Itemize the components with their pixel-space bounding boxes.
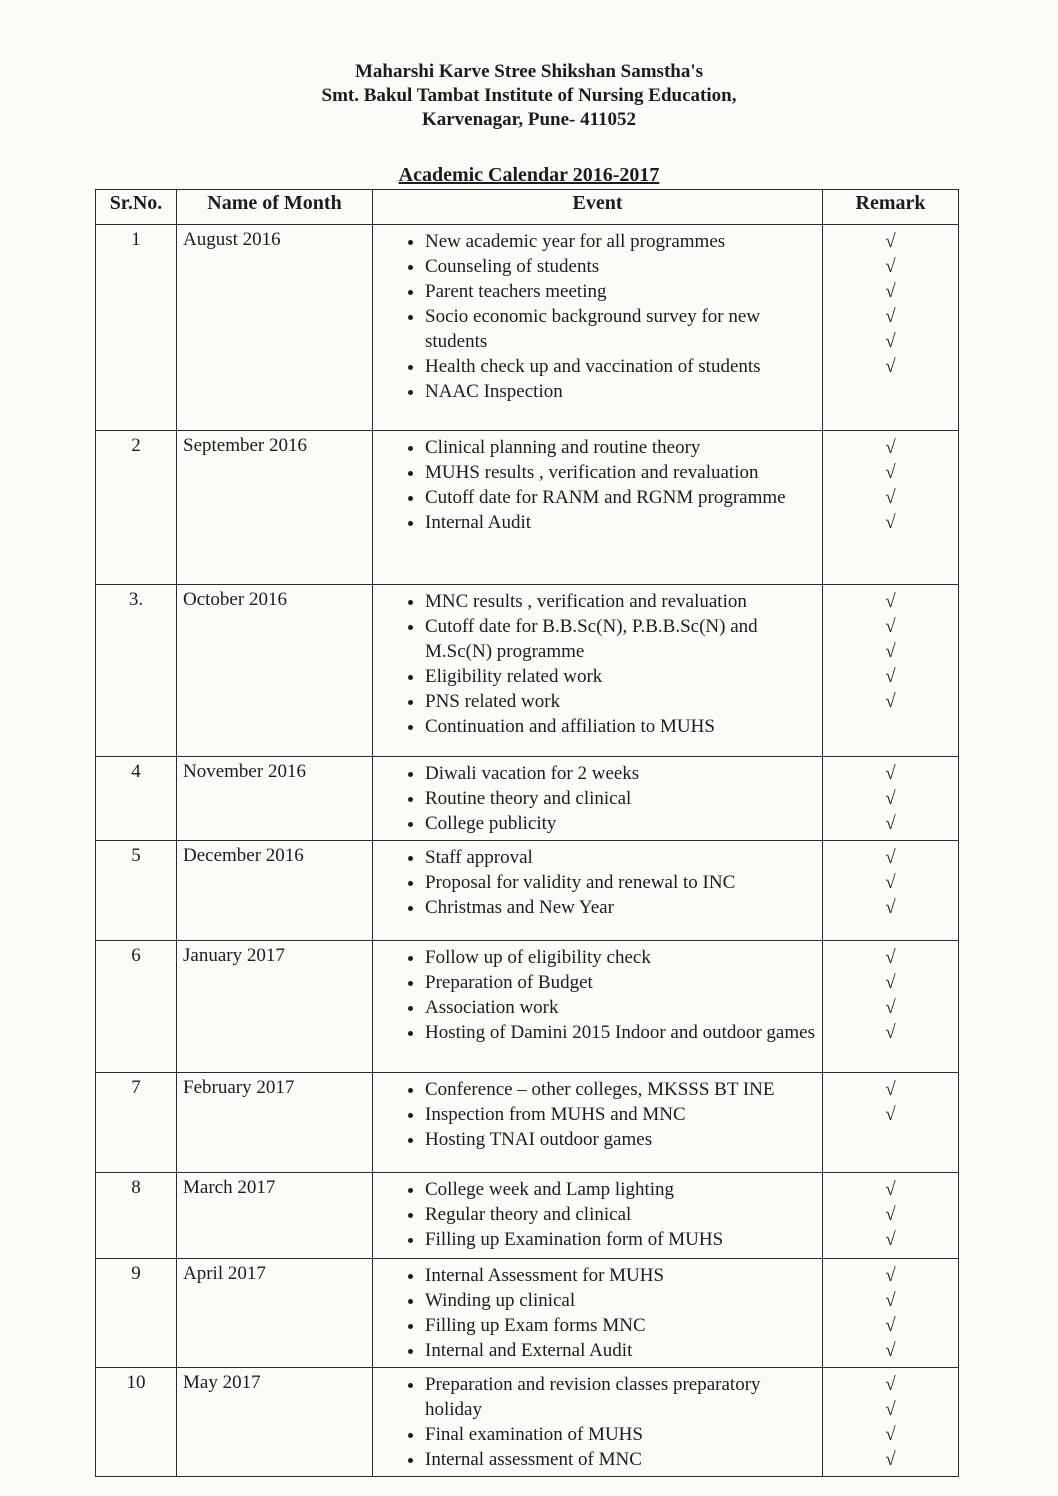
check-mark-icon: √ [885, 847, 896, 868]
event-item: • Filling up Examination form of MUHS [425, 1227, 816, 1252]
event-item: • Internal assessment of MNC [425, 1447, 816, 1472]
check-mark-icon: √ [885, 256, 896, 277]
check-mark-icon: √ [885, 1424, 896, 1445]
event-list [379, 435, 816, 535]
table-row [96, 841, 959, 941]
sr-no-cell: 4 [96, 757, 177, 841]
event-cell [373, 1173, 823, 1259]
event-item: • New academic year for all programmes [425, 229, 816, 254]
remark-cell [823, 225, 959, 431]
event-item: • Internal and External Audit [425, 1338, 816, 1363]
check-mark-icon: √ [885, 1449, 896, 1470]
check-mark-icon: √ [885, 281, 896, 302]
event-list [379, 845, 816, 920]
event-item: • Routine theory and clinical [425, 786, 816, 811]
event-list [379, 1263, 816, 1363]
table-header-row [96, 190, 959, 225]
sr-no-cell: 1 [96, 225, 177, 431]
check-mark-icon: √ [885, 897, 896, 918]
event-list [379, 1372, 816, 1472]
event-item: • Winding up clinical [425, 1288, 816, 1313]
check-mark-icon: √ [885, 437, 896, 458]
event-item: • Internal Assessment for MUHS [425, 1263, 816, 1288]
event-item: • Staff approval [425, 845, 816, 870]
check-mark-icon: √ [885, 972, 896, 993]
event-item: • Cutoff date for B.B.Sc(N), P.B.B.Sc(N) and M.Sc(N) programme [425, 614, 816, 664]
table-row [96, 941, 959, 1073]
event-item: • Christmas and New Year [425, 895, 816, 920]
event-cell [373, 431, 823, 585]
sr-no-cell: 5 [96, 841, 177, 941]
event-item: • Inspection from MUHS and MNC [425, 1102, 816, 1127]
col-event-header: Event [373, 190, 823, 225]
event-cell [373, 225, 823, 431]
event-item: • Conference – other colleges, MKSSS BT INE [425, 1077, 816, 1102]
event-item: • Preparation of Budget [425, 970, 816, 995]
header-line-1: Maharshi Karve Stree Shikshan Samstha's [354, 61, 704, 82]
check-mark-icon: √ [885, 356, 896, 377]
event-list [379, 229, 816, 404]
check-mark-icon: √ [885, 1229, 896, 1250]
sr-no-cell: 3. [96, 585, 177, 757]
check-mark-icon: √ [885, 487, 896, 508]
academic-calendar-table [95, 189, 959, 1477]
event-item: • Filling up Exam forms MNC [425, 1313, 816, 1338]
check-mark-icon: √ [885, 591, 896, 612]
event-item: • PNS related work [425, 689, 816, 714]
check-mark-icon: √ [885, 763, 896, 784]
table-row [96, 431, 959, 585]
event-item: • Eligibility related work [425, 664, 816, 689]
event-item: • Preparation and revision classes preparatory holiday [425, 1372, 816, 1422]
check-mark-icon: √ [885, 691, 896, 712]
institution-header [0, 60, 1058, 132]
event-list [379, 1077, 816, 1152]
remark-cell [823, 1368, 959, 1477]
event-item: • Continuation and affiliation to MUHS [425, 714, 816, 739]
month-cell: October 2016 [177, 585, 373, 757]
month-cell: May 2017 [177, 1368, 373, 1477]
check-mark-icon: √ [885, 331, 896, 352]
check-mark-icon: √ [885, 1340, 896, 1361]
sr-no-cell: 8 [96, 1173, 177, 1259]
remark-cell [823, 1073, 959, 1173]
check-mark-icon: √ [885, 512, 896, 533]
event-item: • Socio economic background survey for new students [425, 304, 816, 354]
event-item: • Clinical planning and routine theory [425, 435, 816, 460]
event-list [379, 945, 816, 1045]
event-item: • Association work [425, 995, 816, 1020]
check-mark-icon: √ [885, 813, 896, 834]
table-row [96, 1173, 959, 1259]
month-cell: December 2016 [177, 841, 373, 941]
event-item: • Hosting TNAI outdoor games [425, 1127, 816, 1152]
header-line-2: Smt. Bakul Tambat Institute of Nursing Education, [321, 85, 737, 106]
event-item: • Diwali vacation for 2 weeks [425, 761, 816, 786]
table-row [96, 1073, 959, 1173]
check-mark-icon: √ [885, 666, 896, 687]
table-row [96, 1368, 959, 1477]
remark-cell [823, 1259, 959, 1368]
month-cell: January 2017 [177, 941, 373, 1073]
event-list [379, 589, 816, 739]
table-row [96, 1259, 959, 1368]
event-item: • Regular theory and clinical [425, 1202, 816, 1227]
check-mark-icon: √ [885, 1104, 896, 1125]
sr-no-cell: 10 [96, 1368, 177, 1477]
event-list [379, 1177, 816, 1252]
table-row [96, 585, 959, 757]
remark-cell [823, 841, 959, 941]
event-cell [373, 841, 823, 941]
month-cell: September 2016 [177, 431, 373, 585]
sr-no-cell: 6 [96, 941, 177, 1073]
remark-cell [823, 757, 959, 841]
event-item: • Parent teachers meeting [425, 279, 816, 304]
col-month-header: Name of Month [177, 190, 373, 225]
check-mark-icon: √ [885, 616, 896, 637]
event-item: • College week and Lamp lighting [425, 1177, 816, 1202]
check-mark-icon: √ [885, 462, 896, 483]
check-mark-icon: √ [885, 947, 896, 968]
check-mark-icon: √ [885, 1399, 896, 1420]
event-item: • Hosting of Damini 2015 Indoor and outdoor games [425, 1020, 816, 1045]
event-item: • MNC results , verification and revaluation [425, 589, 816, 614]
event-cell [373, 1368, 823, 1477]
event-item: • NAAC Inspection [425, 379, 816, 404]
col-remark-header: Remark [823, 190, 959, 225]
event-item: • Health check up and vaccination of students [425, 354, 816, 379]
event-item: • Follow up of eligibility check [425, 945, 816, 970]
event-item: • Counseling of students [425, 254, 816, 279]
check-mark-icon: √ [885, 872, 896, 893]
check-mark-icon: √ [885, 641, 896, 662]
remark-cell [823, 431, 959, 585]
event-item: • Final examination of MUHS [425, 1422, 816, 1447]
check-mark-icon: √ [885, 1079, 896, 1100]
event-cell [373, 1073, 823, 1173]
remark-cell [823, 585, 959, 757]
calendar-title-wrap [0, 164, 1058, 187]
sr-no-cell: 7 [96, 1073, 177, 1173]
check-mark-icon: √ [885, 1290, 896, 1311]
table-row [96, 225, 959, 431]
check-mark-icon: √ [885, 1179, 896, 1200]
event-cell [373, 1259, 823, 1368]
remark-cell [823, 941, 959, 1073]
check-mark-icon: √ [885, 1374, 896, 1395]
month-cell: April 2017 [177, 1259, 373, 1368]
month-cell: March 2017 [177, 1173, 373, 1259]
event-item: • MUHS results , verification and revaluation [425, 460, 816, 485]
event-item: • College publicity [425, 811, 816, 836]
check-mark-icon: √ [885, 231, 896, 252]
check-mark-icon: √ [885, 1022, 896, 1043]
sr-no-cell: 2 [96, 431, 177, 585]
check-mark-icon: √ [885, 1315, 896, 1336]
event-cell [373, 585, 823, 757]
check-mark-icon: √ [885, 1265, 896, 1286]
check-mark-icon: √ [885, 788, 896, 809]
event-item: • Internal Audit [425, 510, 816, 535]
calendar-body [96, 225, 959, 1477]
table-row [96, 757, 959, 841]
event-cell [373, 757, 823, 841]
check-mark-icon: √ [885, 1204, 896, 1225]
event-item: • Proposal for validity and renewal to INC [425, 870, 816, 895]
sr-no-cell: 9 [96, 1259, 177, 1368]
event-cell [373, 941, 823, 1073]
event-item: • Cutoff date for RANM and RGNM programme [425, 485, 816, 510]
event-list [379, 761, 816, 836]
calendar-title: Academic Calendar 2016-2017 [398, 164, 660, 186]
month-cell: February 2017 [177, 1073, 373, 1173]
check-mark-icon: √ [885, 997, 896, 1018]
month-cell: August 2016 [177, 225, 373, 431]
check-mark-icon: √ [885, 306, 896, 327]
col-sr-header: Sr.No. [96, 190, 177, 225]
month-cell: November 2016 [177, 757, 373, 841]
remark-cell [823, 1173, 959, 1259]
header-line-3: Karvenagar, Pune- 411052 [421, 109, 637, 130]
